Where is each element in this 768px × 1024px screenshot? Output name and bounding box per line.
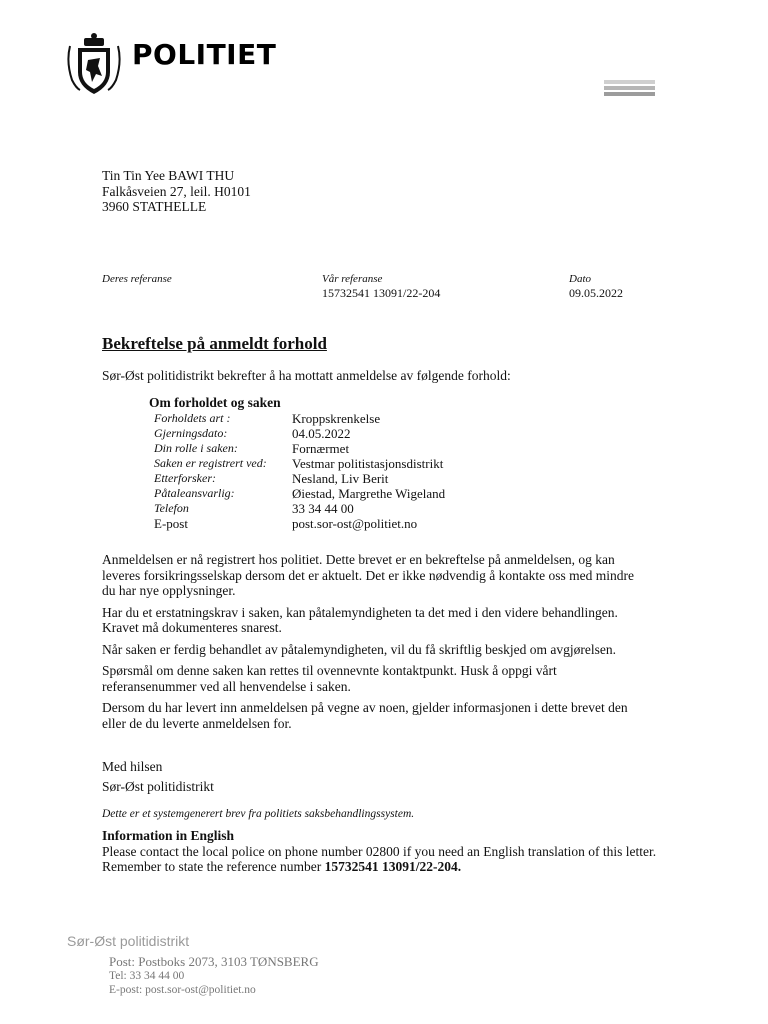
footer-contact (109, 955, 319, 997)
fact-row (154, 426, 445, 441)
intro-text: Sør-Øst politidistrikt bekrefter å ha mottatt anmeldelse av følgende forhold: (102, 368, 511, 383)
dato-value: 09.05.2022 (569, 286, 623, 300)
fact-label: Din rolle i saken: (154, 441, 238, 455)
footer-tel: Tel: 33 34 44 00 (109, 970, 185, 982)
fact-row (154, 441, 445, 456)
case-facts-heading: Om forholdet og saken (149, 395, 281, 410)
fact-value: Nesland, Liv Berit (292, 471, 389, 486)
fact-value: Vestmar politistasjonsdistrikt (292, 456, 444, 471)
fact-label: Forholdets art : (154, 411, 231, 425)
recipient-city: 3960 STATHELLE (102, 199, 207, 214)
dato-label: Dato (569, 273, 591, 285)
var-referanse-label: Vår referanse (322, 273, 383, 285)
footer-district: Sør-Øst politidistrikt (67, 933, 190, 949)
recipient-address (102, 168, 251, 215)
fact-row (154, 471, 445, 486)
stripe (604, 86, 655, 90)
footer-email: E-post: post.sor-ost@politiet.no (109, 984, 256, 996)
letter-body (102, 552, 650, 737)
fact-value: Fornærmet (292, 441, 350, 456)
fact-value: post.sor-ost@politiet.no (292, 516, 418, 531)
body-paragraph: Dersom du har levert inn anmeldelsen på vegne av noen, gjelder informasjonen i dette brevet den eller de du leverte anmeldelsen for. (102, 700, 628, 731)
body-paragraph: Har du et erstatningskrav i saken, kan påtalemyndigheten ta det med i den videre behandlingen. Kravet må dokumenteres snarest. (102, 604, 618, 635)
english-info (102, 828, 662, 875)
var-referanse (322, 272, 440, 300)
fact-row (154, 516, 445, 531)
police-logo (66, 32, 298, 98)
case-facts-table (154, 411, 445, 531)
fact-label: Etterforsker: (154, 471, 216, 485)
var-referanse-value: 15732541 13091/22-204 (322, 286, 441, 300)
dato (569, 272, 623, 300)
fact-label: Saken er registrert ved: (154, 456, 267, 470)
recipient-street: Falkåsveien 27, leil. H0101 (102, 183, 251, 199)
closing-sender: Sør-Øst politidistrikt (102, 779, 214, 794)
recipient-name: Tin Tin Yee BAWI THU (102, 168, 235, 183)
decorative-stripes (604, 80, 655, 98)
fact-label: Påtaleansvarlig: (154, 486, 235, 500)
fact-label: Telefon (154, 501, 189, 515)
english-body: Please contact the local police on phone number 02800 if you need an English translation of this letter. Remember to state the reference number (102, 843, 657, 874)
fact-value: Kroppskrenkelse (292, 411, 381, 426)
coat-of-arms-icon (66, 32, 122, 96)
body-paragraph: Spørsmål om denne saken kan rettes til ovennevnte kontaktpunkt. Husk å oppgi vårt referansenummer ved all henvendelse i saken. (102, 663, 557, 694)
case-facts (149, 395, 445, 531)
fact-row (154, 486, 445, 501)
stripe (604, 92, 655, 96)
fact-row (154, 456, 445, 471)
fact-row (154, 501, 445, 516)
english-text (102, 844, 662, 875)
footer-post: Post: Postboks 2073, 3103 TØNSBERG (109, 954, 319, 969)
fact-value: Øiestad, Margrethe Wigeland (292, 486, 446, 501)
fact-value: 04.05.2022 (292, 426, 351, 441)
stripe (604, 80, 655, 84)
deres-referanse-label: Deres referanse (102, 273, 172, 285)
fact-value: 33 34 44 00 (292, 501, 354, 516)
body-paragraph: Anmeldelsen er nå registrert hos politiet. Dette brevet er en bekreftelse på anmeldelsen, og kan leveres forsikringsselskap dersom det er aktuelt. Det er ikke nødvendig å kontakte oss med mindre du har nye opplysninger. (102, 552, 634, 598)
closing-greeting: Med hilsen (102, 759, 163, 774)
system-note: Dette er et systemgenerert brev fra politiets saksbehandlingssystem. (102, 808, 415, 820)
english-heading: Information in English (102, 828, 235, 843)
fact-label: Gjerningsdato: (154, 426, 228, 440)
closing (102, 757, 214, 797)
fact-row (154, 411, 445, 426)
english-reference: 15732541 13091/22-204. (324, 859, 462, 874)
logo-wordmark: POLITIET (132, 38, 277, 71)
fact-label: E-post (154, 516, 188, 531)
body-paragraph: Når saken er ferdig behandlet av påtalemyndigheten, vil du få skriftlig beskjed om avgjørelsen. (102, 641, 616, 657)
letter-title: Bekreftelse på anmeldt forhold (102, 334, 327, 353)
deres-referanse (102, 272, 172, 286)
